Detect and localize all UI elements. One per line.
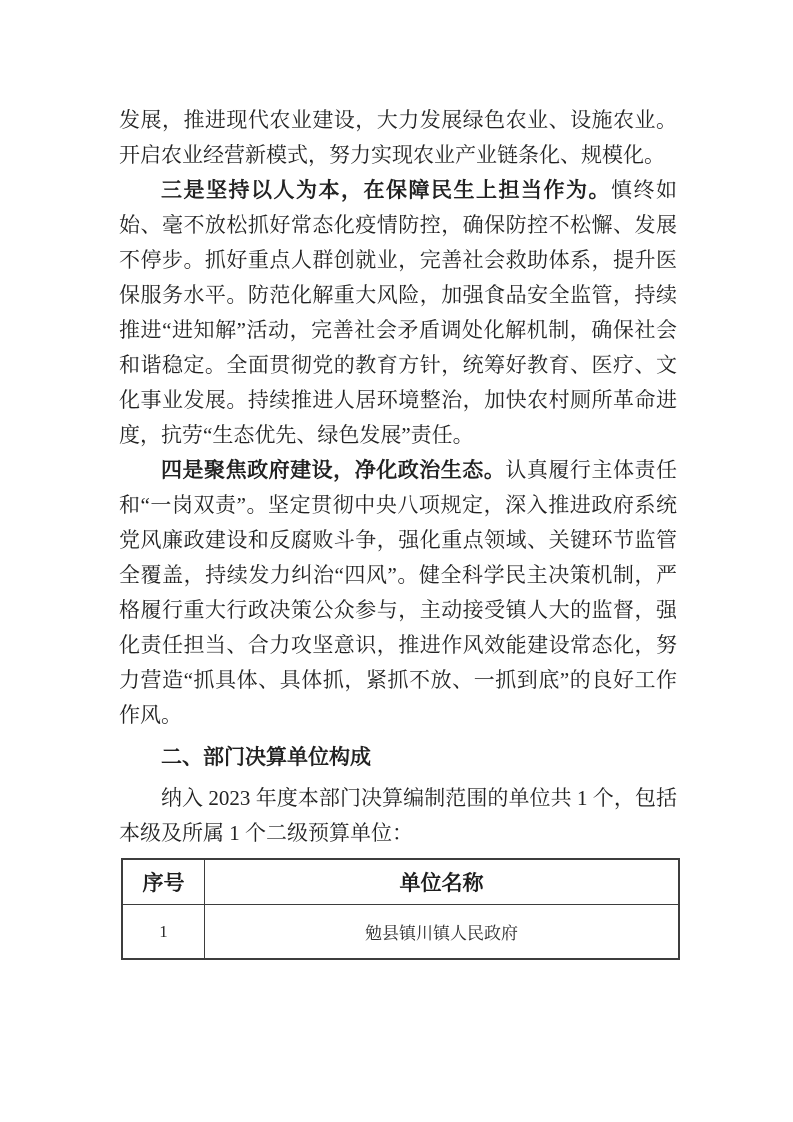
text-run: 慎终如始、毫不放松抓好常态化疫情防控，确保防控不松懈、发展不停步。抓好重点人群创就业，完善社会救助体系，提升医保服务水平。防范化解重大风险，加强食品安全监管，持续推进“进知解”活动，完善社会矛盾调处化解机制，确保社会和谐稳定。全面贯彻党的教育方针，统筹好教育、医疗、文化事业发展。持续推进人居环境整治，加快农村厕所革命进度，抗劳“生态优先、绿色发展”责任。 xyxy=(119,178,677,447)
body-paragraph xyxy=(119,781,677,851)
text-run: 发展，推进现代农业建设，大力发展绿色农业、设施农业。开启农业经营新模式，努力实现农业产业链条化、规模化。 xyxy=(119,108,677,167)
units-table-header-row xyxy=(122,859,679,905)
table-row xyxy=(122,905,679,960)
units-table xyxy=(121,858,680,960)
document-body xyxy=(119,103,677,851)
bold-run: 三是坚持以人为本，在保障民生上担当作为。 xyxy=(161,179,611,202)
units-table-body xyxy=(122,905,679,960)
units-table-header-name: 单位名称 xyxy=(205,859,680,905)
text-run: 认真履行主体责任和“一岗双责”。坚定贯彻中央八项规定，深入推进政府系统党风廉政建设和反腐败斗争，强化重点领域、关键环节监管全覆盖，持续发力纠治“四风”。健全科学民主决策机制，严格履行重大行政决策公众参与，主动接受镇人大的监督，强化责任担当、合力攻坚意识，推进作风效能建设常态化，努力营造“抓具体、具体抓，紧抓不放、一抓到底”的良好工作作风。 xyxy=(119,458,678,727)
unit-index-cell: 1 xyxy=(122,905,205,960)
body-paragraph xyxy=(119,173,677,453)
unit-name-cell: 勉县镇川镇人民政府 xyxy=(205,905,680,960)
section-heading xyxy=(119,739,677,777)
body-paragraph xyxy=(119,453,677,733)
body-paragraph xyxy=(119,103,677,173)
text-run: 纳入 2023 年度本部门决算编制范围的单位共 1 个，包括本级及所属 1 个二级预算单位： xyxy=(119,786,677,845)
bold-run: 二、部门决算单位构成 xyxy=(161,746,371,769)
units-table-header-index: 序号 xyxy=(122,859,205,905)
bold-run: 四是聚焦政府建设，净化政治生态。 xyxy=(161,459,506,482)
